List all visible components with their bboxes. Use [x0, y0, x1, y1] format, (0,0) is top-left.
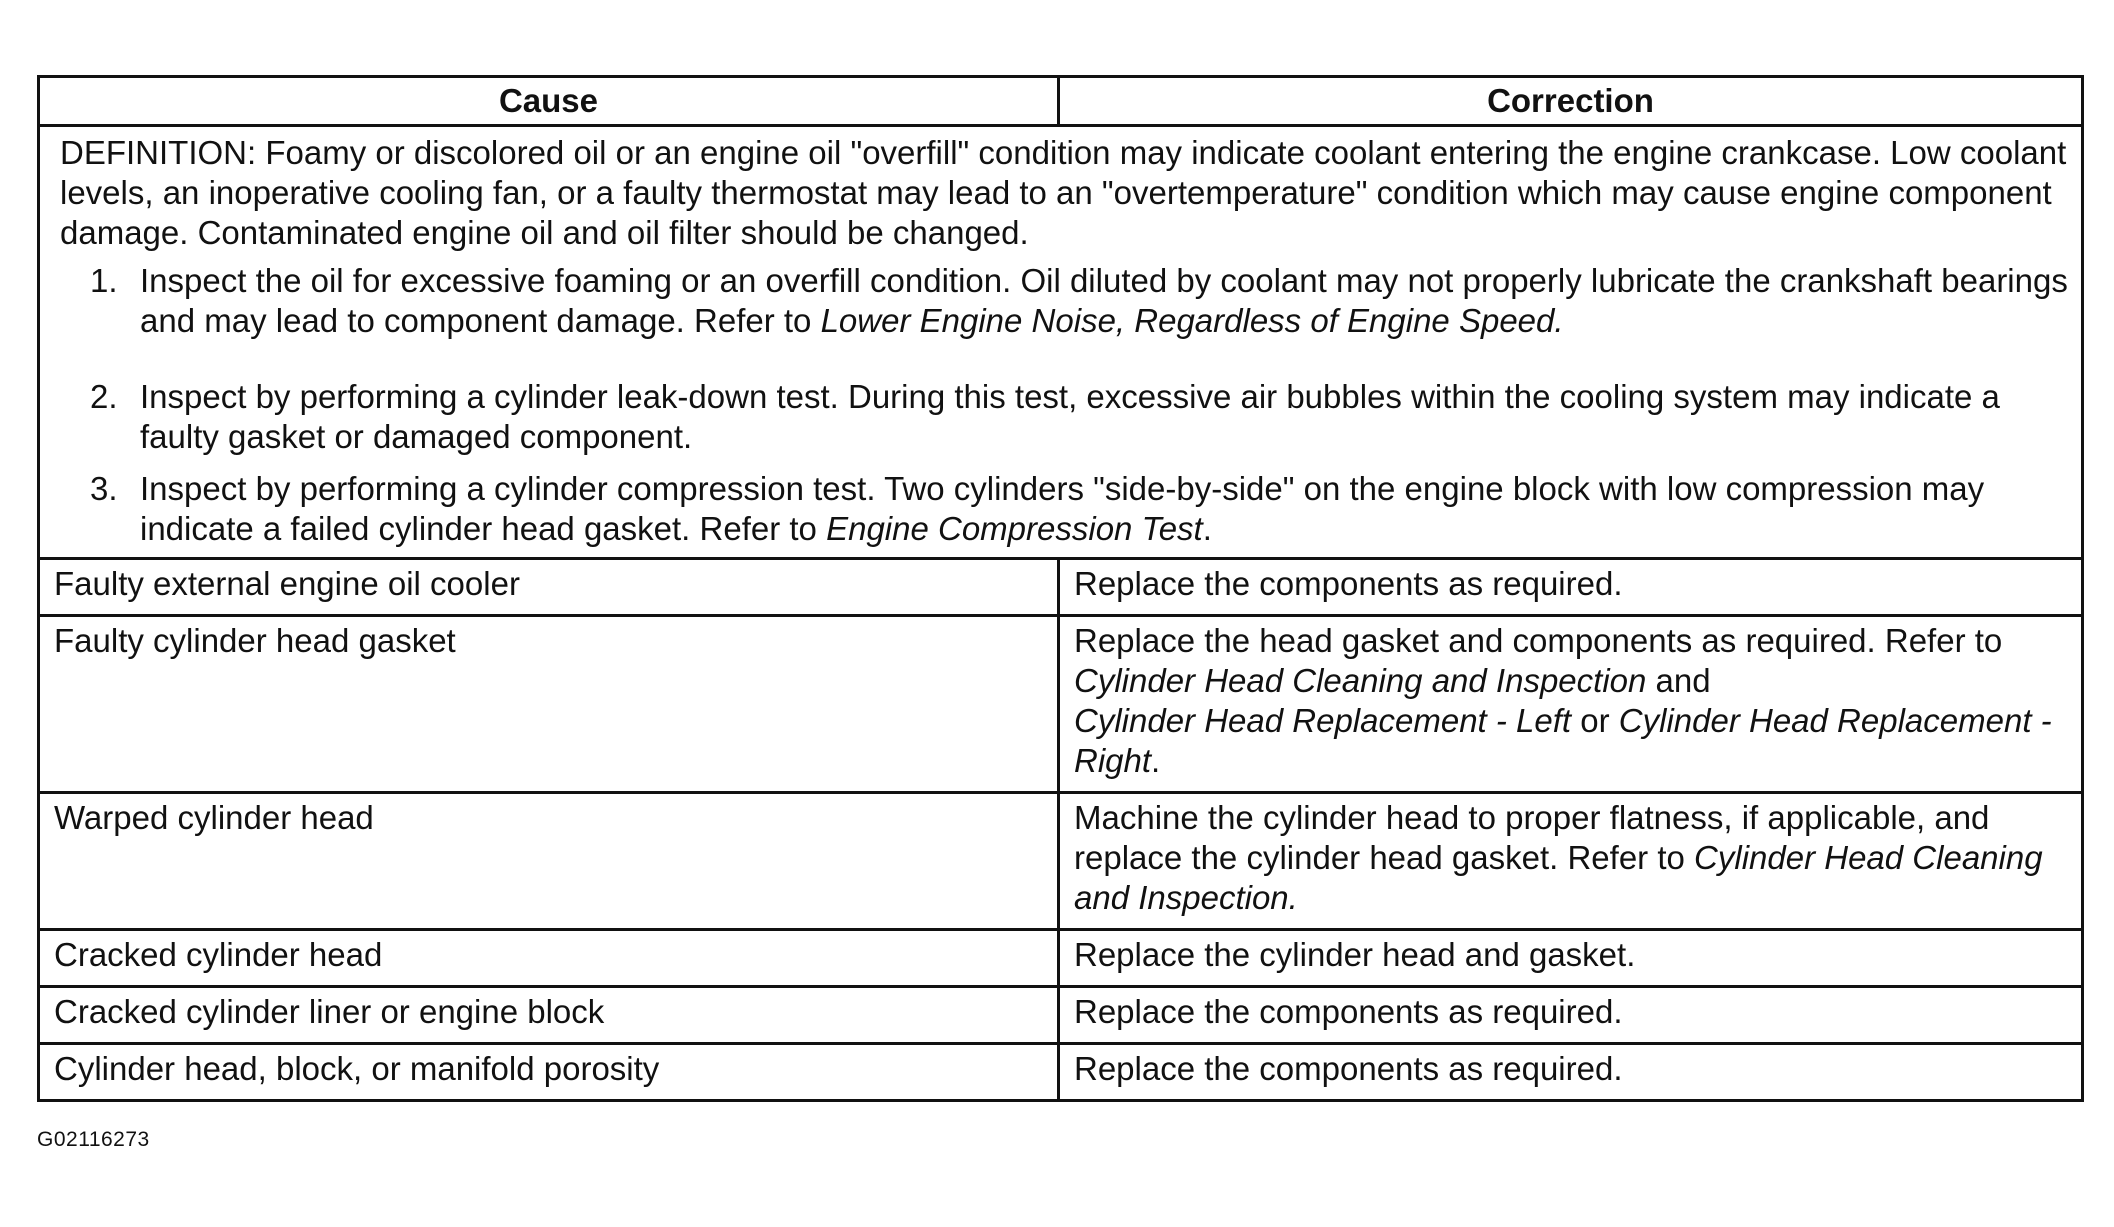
diagnostic-table	[37, 75, 2084, 1102]
table-row	[39, 1044, 2083, 1101]
step-item: 2. Inspect by performing a cylinder leak-down test. During this test, excessive air bubbles within the cooling system may indicate a faulty gasket or damaged component.	[90, 378, 2000, 455]
step-item: 1. Inspect the oil for excessive foaming or an overfill condition. Oil diluted by coolant may not properly lubricate the crankshaft bearings and may lead to component damage. Refer to Lower Engine Noise, Regardless of Engine Speed.	[90, 262, 2068, 339]
reference-link: Lower Engine Noise, Regardless of Engine Speed	[820, 302, 1555, 339]
reference-link: Cylinder Head Replacement - Left	[1074, 702, 1572, 739]
reference-link: Cylinder Head Cleaning and Inspection	[1074, 839, 2043, 916]
correction-cell: Replace the components as required.	[1059, 987, 2083, 1044]
definition-text: DEFINITION: Foamy or discolored oil or an engine oil "overfill" condition may indicate coolant entering the engine crankcase. Low coolant levels, an inoperative cooling fan, or a faulty thermostat may lead to an "overtemperature" condition which may cause engine component damage. Contaminated engine oil and oil filter should be changed.	[60, 134, 2067, 251]
table-row	[39, 559, 2083, 616]
correction-cell: Replace the cylinder head and gasket.	[1059, 930, 2083, 987]
cause-cell: Warped cylinder head	[39, 793, 1059, 930]
reference-link: Cylinder Head Cleaning and Inspection	[1074, 662, 1647, 699]
cause-header: Cause	[39, 77, 1059, 126]
cause-cell: Cylinder head, block, or manifold porosity	[39, 1044, 1059, 1101]
reference-link: Cylinder Head Replacement - Right	[1074, 702, 2052, 779]
cause-cell: Cracked cylinder liner or engine block	[39, 987, 1059, 1044]
cause-cell: Faulty external engine oil cooler	[39, 559, 1059, 616]
reference-link: Engine Compression Test	[826, 510, 1203, 547]
correction-cell: Replace the head gasket and components as required. Refer to Cylinder Head Cleaning and Inspection and Cylinder Head Replacement - Left or Cylinder Head Replacement - Right.	[1059, 616, 2083, 793]
step-item: 3. Inspect by performing a cylinder compression test. Two cylinders "side-by-side" on the engine block with low compression may indicate a failed cylinder head gasket. Refer to Engine Compression Test.	[90, 470, 1985, 547]
correction-cell: Replace the components as required.	[1059, 559, 2083, 616]
cause-cell: Cracked cylinder head	[39, 930, 1059, 987]
correction-header: Correction	[1059, 77, 2083, 126]
cause-cell: Faulty cylinder head gasket	[39, 616, 1059, 793]
table-row	[39, 616, 2083, 793]
correction-cell: Machine the cylinder head to proper flatness, if applicable, and replace the cylinder head gasket. Refer to Cylinder Head Cleaning and Inspection.	[1059, 793, 2083, 930]
inspection-steps	[60, 261, 2069, 549]
figure-id: G02116273	[37, 1128, 150, 1151]
header-row	[39, 77, 2083, 126]
table-row	[39, 987, 2083, 1044]
definition-cell	[39, 126, 2083, 559]
table-row	[39, 793, 2083, 930]
table-row	[39, 930, 2083, 987]
correction-cell: Replace the components as required.	[1059, 1044, 2083, 1101]
definition-row	[39, 126, 2083, 559]
